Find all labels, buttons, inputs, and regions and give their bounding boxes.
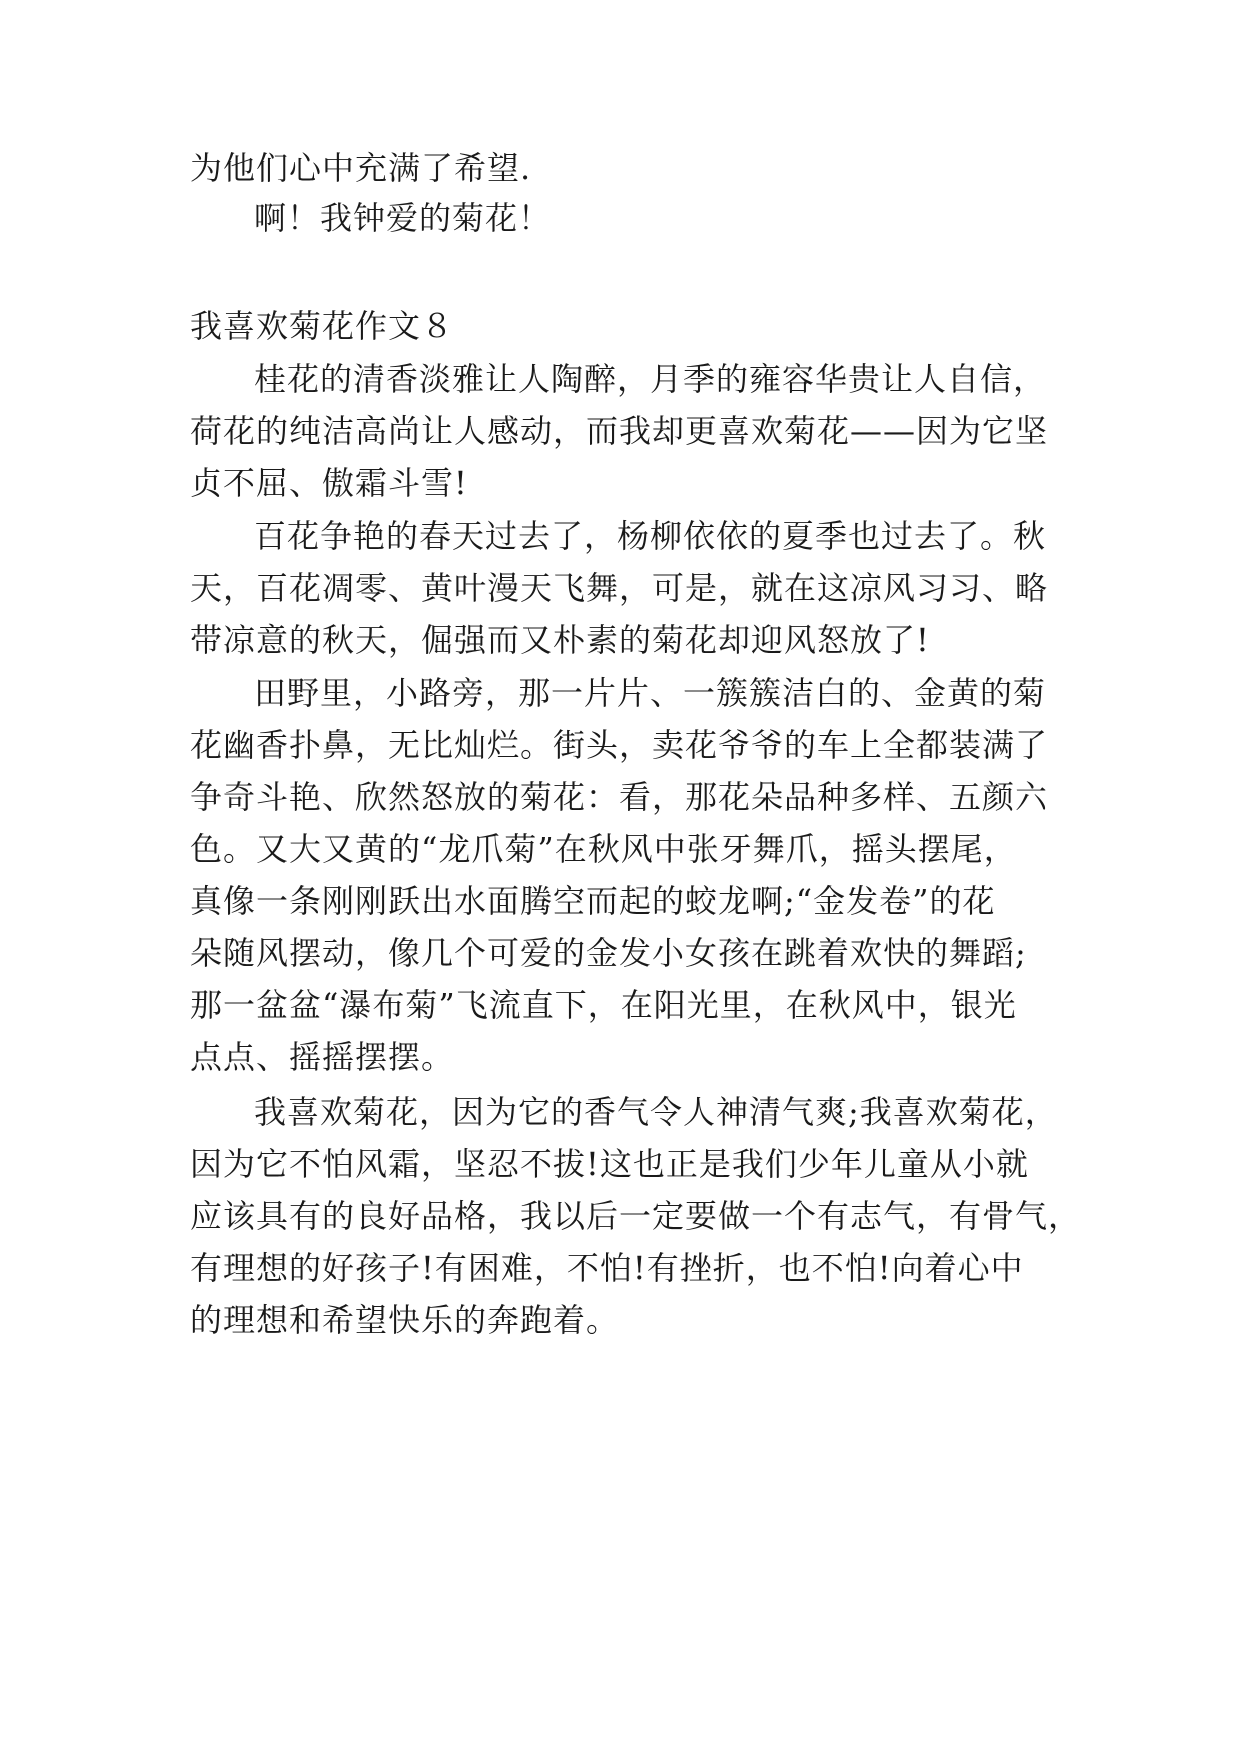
paragraph-line: 荷花的纯洁高尚让人感动，而我却更喜欢菊花——因为它坚 <box>190 412 1049 450</box>
section-title: 我喜欢菊花作文８ <box>190 307 455 345</box>
paragraph-line: 的理想和希望快乐的奔跑着。 <box>190 1301 620 1339</box>
paragraph-line: 为他们心中充满了希望. <box>190 149 532 187</box>
paragraph-line: 我喜欢菊花，因为它的香气令人神清气爽;我喜欢菊花， <box>254 1093 1058 1131</box>
paragraph-line: 带凉意的秋天，倔强而又朴素的菊花却迎风怒放了! <box>190 621 930 659</box>
paragraph-line: 争奇斗艳、欣然怒放的菊花：看，那花朵品种多样、五颜六 <box>190 778 1049 816</box>
paragraph-line: 朵随风摆动，像几个可爱的金发小女孩在跳着欢快的舞蹈; <box>190 934 1027 972</box>
paragraph-line: 花幽香扑鼻，无比灿烂。街头，卖花爷爷的车上全都装满了 <box>190 726 1049 764</box>
paragraph-line: 田野里，小路旁，那一片片、一簇簇洁白的、金黄的菊 <box>254 674 1047 712</box>
paragraph-line: 贞不屈、傲霜斗雪! <box>190 464 468 502</box>
paragraph-line: 那一盆盆“瀑布菊”飞流直下，在阳光里，在秋风中，银光 <box>190 986 1017 1024</box>
paragraph-line: 真像一条刚刚跃出水面腾空而起的蛟龙啊;“金发卷”的花 <box>190 882 996 920</box>
paragraph-line: 点点、摇摇摆摆。 <box>190 1038 455 1076</box>
paragraph-line: 应该具有的良好品格，我以后一定要做一个有志气，有骨气， <box>190 1197 1082 1235</box>
paragraph-line: 百花争艳的春天过去了，杨柳依依的夏季也过去了。秋 <box>254 517 1047 555</box>
paragraph-line: 色。又大又黄的“龙爪菊”在秋风中张牙舞爪，摇头摆尾， <box>190 830 1017 868</box>
paragraph-line: 桂花的清香淡雅让人陶醉，月季的雍容华贵让人自信， <box>254 360 1047 398</box>
closing-line: 啊！我钟爱的菊花！ <box>254 199 552 237</box>
paragraph-line: 有理想的好孩子!有困难，不怕!有挫折，也不怕!向着心中 <box>190 1249 1024 1287</box>
paragraph-line: 天，百花凋零、黄叶漫天飞舞，可是，就在这凉风习习、略 <box>190 569 1049 607</box>
paragraph-line: 因为它不怕风霜，坚忍不拔!这也正是我们少年儿童从小就 <box>190 1145 1029 1183</box>
